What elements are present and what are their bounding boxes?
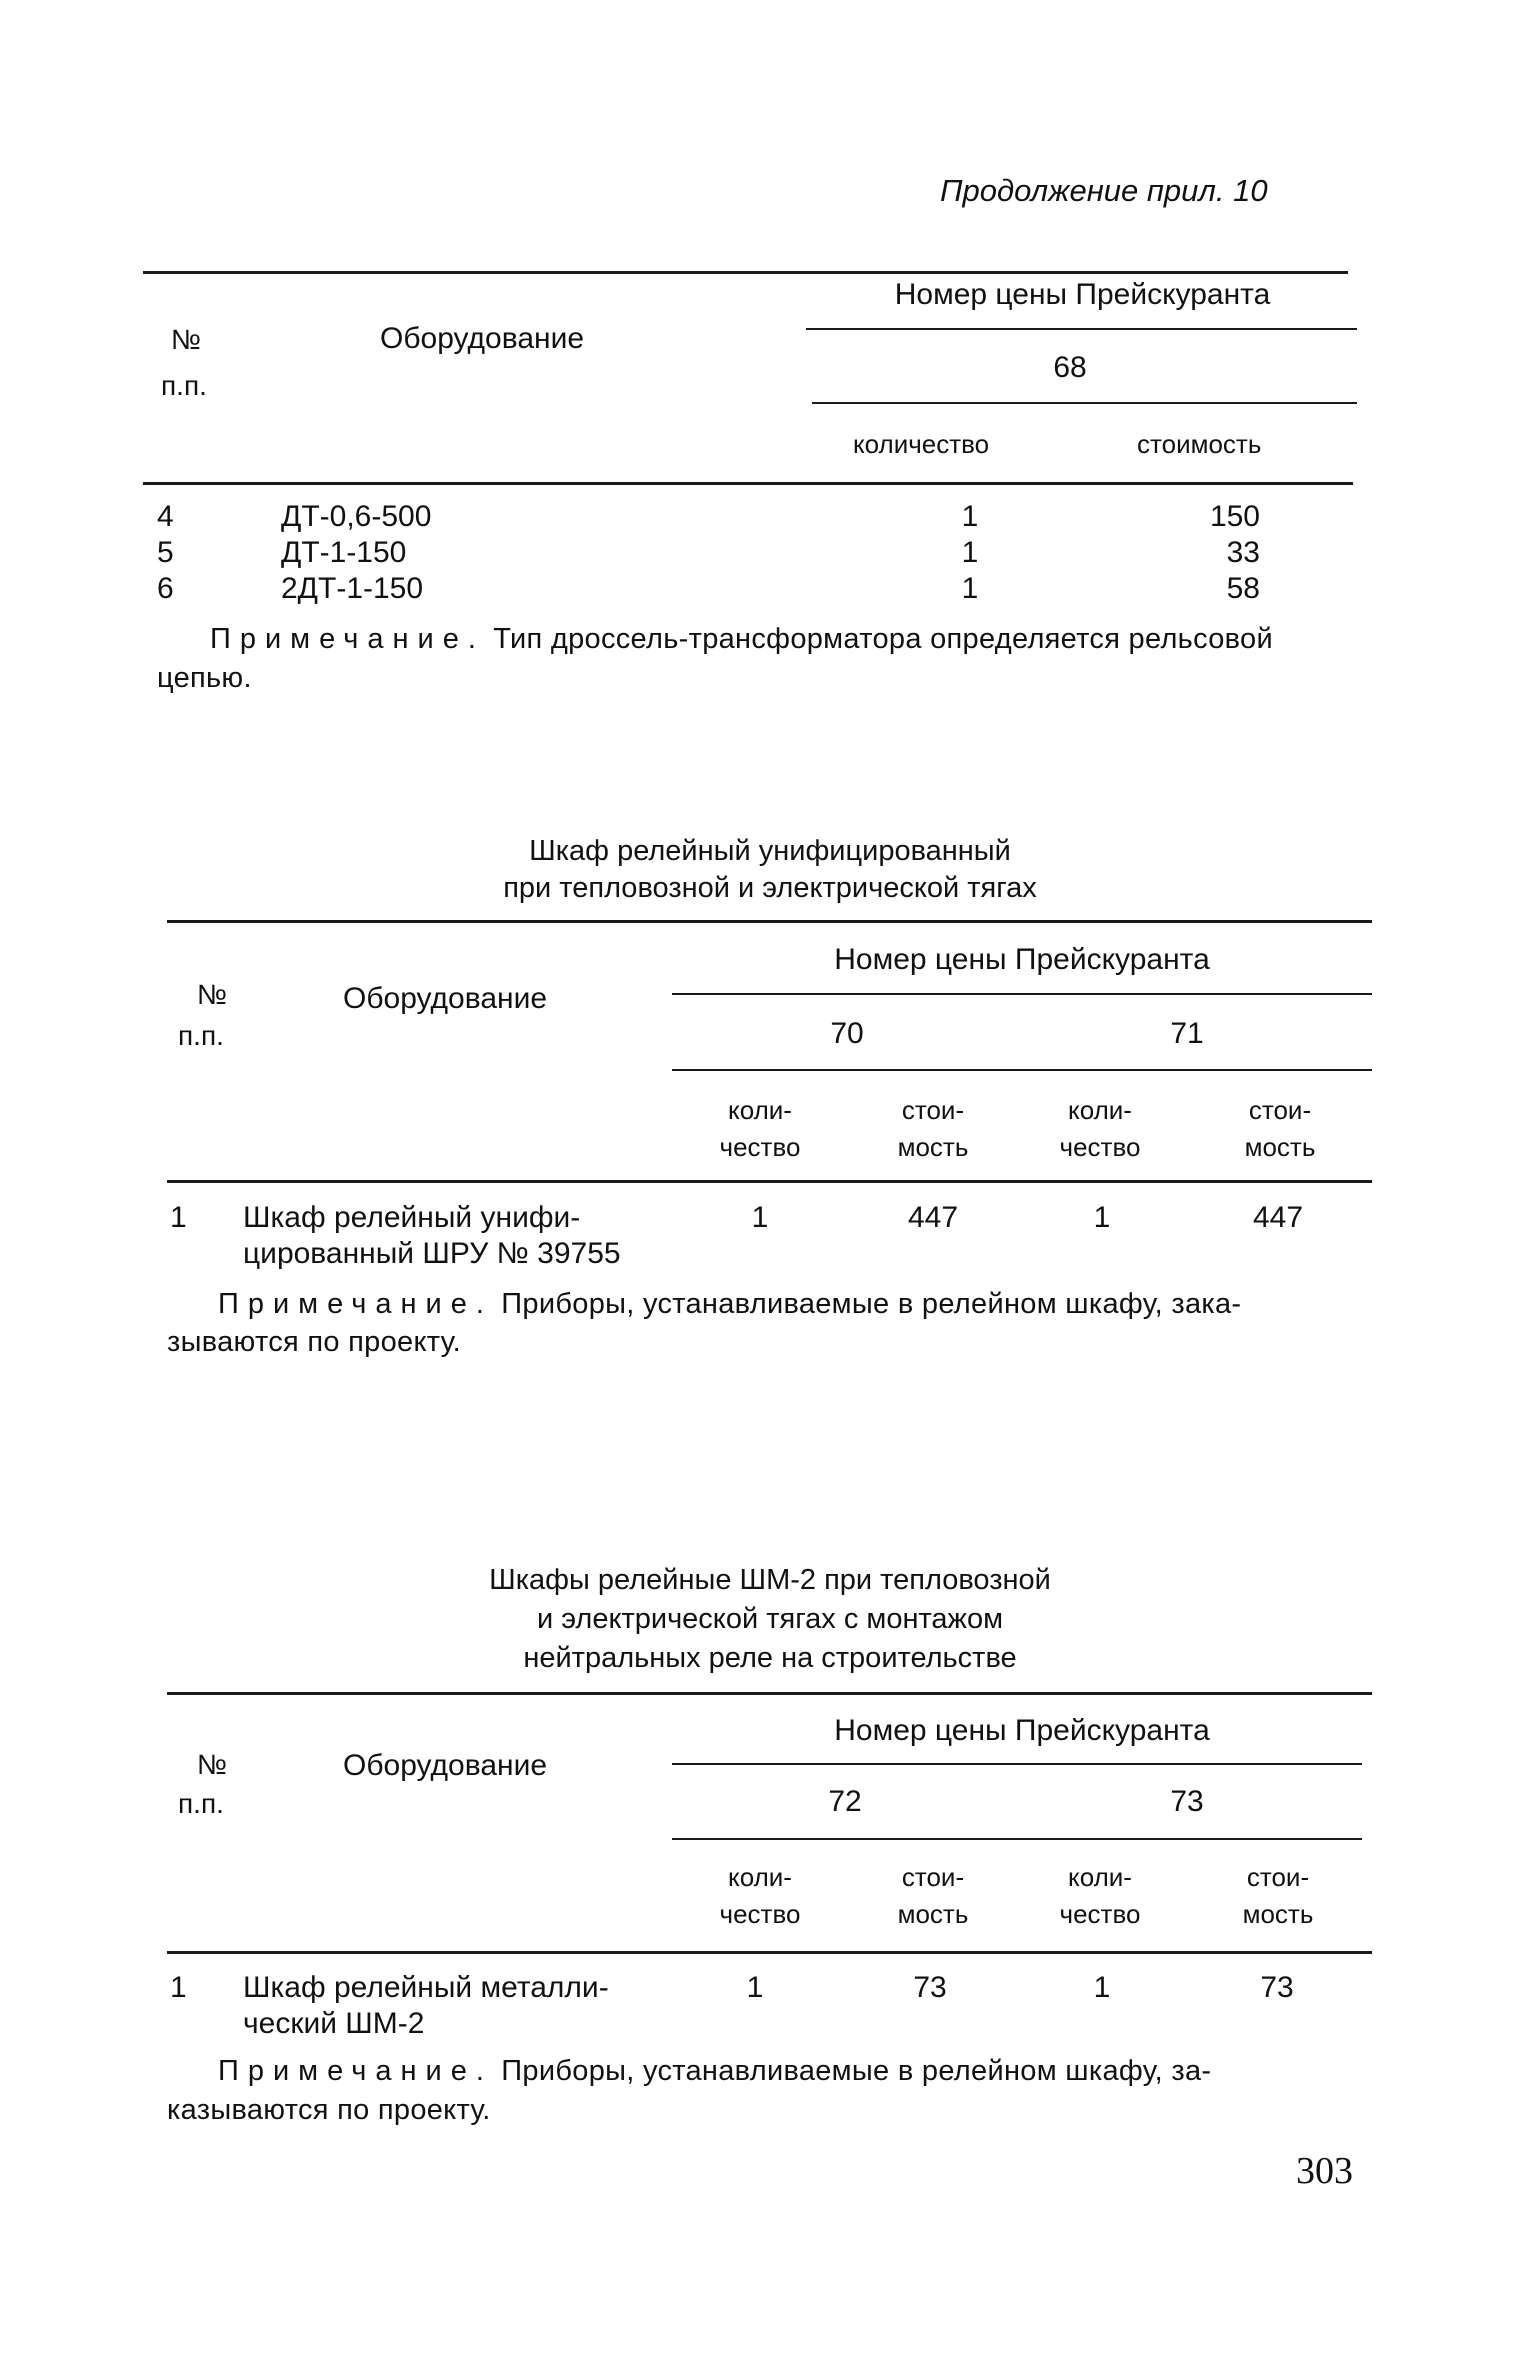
row-quantity: 1: [961, 536, 979, 569]
table-3-top-rule: [167, 1692, 1372, 1695]
table-2-note-continuation: зываются по проекту.: [167, 1326, 461, 1358]
row-quantity-70: 1: [751, 1201, 769, 1234]
price-number-b: 71: [1170, 1017, 1204, 1050]
table-1-top-rule: [143, 271, 1348, 274]
row-cost: 150: [1209, 500, 1260, 533]
page-number: 303: [1296, 2150, 1353, 2192]
col-equipment-header: Оборудование: [343, 982, 548, 1015]
subheader-cost-a: стои-: [901, 1862, 965, 1892]
table-2-subheader-rule: [672, 1069, 1372, 1071]
price-number-a: 72: [828, 1785, 862, 1818]
table-3-header-bottom-rule: [167, 1951, 1372, 1954]
subheader-quantity-b-cont: чество: [1059, 1132, 1141, 1162]
col-number-header-sub: п.п.: [178, 1020, 224, 1051]
table-2-top-rule: [167, 920, 1372, 923]
subheader-quantity-b: коли-: [1068, 1095, 1132, 1125]
table-3-note: [218, 2052, 1211, 2090]
row-number: 1: [170, 1971, 187, 2004]
subheader-quantity-b: коли-: [1068, 1862, 1132, 1892]
table-3-note-continuation: казываются по проекту.: [167, 2094, 491, 2126]
col-number-header: №: [197, 1749, 228, 1780]
row-number: 6: [157, 572, 174, 605]
subheader-cost-a-cont: мость: [897, 1899, 969, 1929]
row-quantity: 1: [961, 572, 979, 605]
col-number-header-sub: п.п.: [161, 370, 207, 401]
continuation-header: Продолжение прил. 10: [940, 173, 1268, 208]
subheader-quantity: количество: [853, 429, 990, 459]
note-label: Примечание.: [218, 1288, 493, 1320]
row-quantity-71: 1: [1093, 1201, 1111, 1234]
table-3-caption-line-3: нейтральных реле на строительстве: [523, 1642, 1017, 1674]
row-number: 5: [157, 536, 174, 569]
col-equipment-header: Оборудование: [343, 1749, 548, 1782]
note-text: Тип дроссель-трансформатора определяется рельсовой: [493, 623, 1273, 655]
row-cost-72: 73: [913, 1971, 947, 2004]
subheader-cost-a: стои-: [901, 1095, 965, 1125]
table-3-subheader-rule: [672, 1838, 1362, 1840]
subheader-quantity-a-cont: чество: [719, 1899, 801, 1929]
col-number-header: №: [197, 979, 228, 1010]
subheader-cost-b-cont: мость: [1242, 1899, 1314, 1929]
row-cost: 58: [1226, 572, 1260, 605]
row-equipment: Шкаф релейный металли-: [243, 1971, 609, 2004]
row-cost-73: 73: [1260, 1971, 1294, 2004]
row-number: 1: [170, 1201, 187, 1234]
table-1-note-continuation: цепью.: [157, 662, 252, 694]
note-label: Примечание.: [218, 2055, 493, 2087]
row-equipment-cont: цированный ШРУ № 39755: [243, 1237, 621, 1270]
subheader-cost-b: стои-: [1246, 1862, 1310, 1892]
subheader-cost-b-cont: мость: [1244, 1132, 1316, 1162]
row-cost-71: 447: [1252, 1201, 1304, 1234]
subheader-cost-a-cont: мость: [897, 1132, 969, 1162]
col-equipment-header: Оборудование: [380, 322, 585, 355]
row-equipment: ДТ-0,6-500: [281, 500, 432, 533]
col-number-header-sub: п.п.: [178, 1788, 224, 1819]
note-label: Примечание.: [210, 623, 485, 655]
row-equipment: ДТ-1-150: [281, 536, 407, 569]
table-2-price-rule: [672, 993, 1372, 995]
table-2-note: [218, 1285, 1241, 1323]
row-equipment-cont: ческий ШМ-2: [243, 2007, 425, 2040]
subheader-cost: стоимость: [1137, 429, 1262, 459]
table-2-header-bottom-rule: [167, 1180, 1372, 1183]
row-cost-70: 447: [907, 1201, 959, 1234]
note-text: Приборы, устанавливаемые в релейном шкафу, за-: [501, 2055, 1212, 2087]
table-2-caption-line-1: Шкаф релейный унифицированный: [529, 835, 1011, 867]
table-1-note: [210, 620, 1273, 658]
row-cost: 33: [1226, 536, 1260, 569]
col-price-header: Номер цены Прейскуранта: [834, 943, 1210, 976]
table-1-header-bottom-rule: [143, 482, 1353, 485]
table-3-caption-line-1: Шкафы релейные ШМ-2 при тепловозной: [489, 1564, 1051, 1596]
row-quantity-72: 1: [746, 1971, 764, 2004]
row-quantity-73: 1: [1093, 1971, 1111, 2004]
row-number: 4: [157, 500, 174, 533]
table-2-caption-line-2: при тепловозной и электрической тягах: [503, 872, 1037, 904]
table-3-price-rule: [672, 1763, 1362, 1765]
table-1-subheader-rule: [812, 402, 1357, 404]
note-text: Приборы, устанавливаемые в релейном шкафу, зака-: [501, 1288, 1242, 1320]
table-1-price-rule: [806, 328, 1357, 330]
row-equipment: Шкаф релейный унифи-: [243, 1201, 581, 1234]
col-price-header: Номер цены Прейскуранта: [834, 1714, 1210, 1747]
subheader-quantity-a: коли-: [728, 1095, 792, 1125]
price-number-a: 70: [830, 1017, 864, 1050]
subheader-quantity-a: коли-: [728, 1862, 792, 1892]
subheader-cost-b: стои-: [1248, 1095, 1312, 1125]
table-3-caption-line-2: и электрической тягах с монтажом: [536, 1603, 1004, 1635]
subheader-quantity-a-cont: чество: [719, 1132, 801, 1162]
price-number-b: 73: [1170, 1785, 1204, 1818]
col-number-header: №: [171, 324, 202, 355]
price-number: 68: [1053, 351, 1087, 384]
row-quantity: 1: [961, 500, 979, 533]
subheader-quantity-b-cont: чество: [1059, 1899, 1141, 1929]
col-price-header: Номер цены Прейскуранта: [894, 278, 1271, 311]
row-equipment: 2ДТ-1-150: [281, 572, 424, 605]
